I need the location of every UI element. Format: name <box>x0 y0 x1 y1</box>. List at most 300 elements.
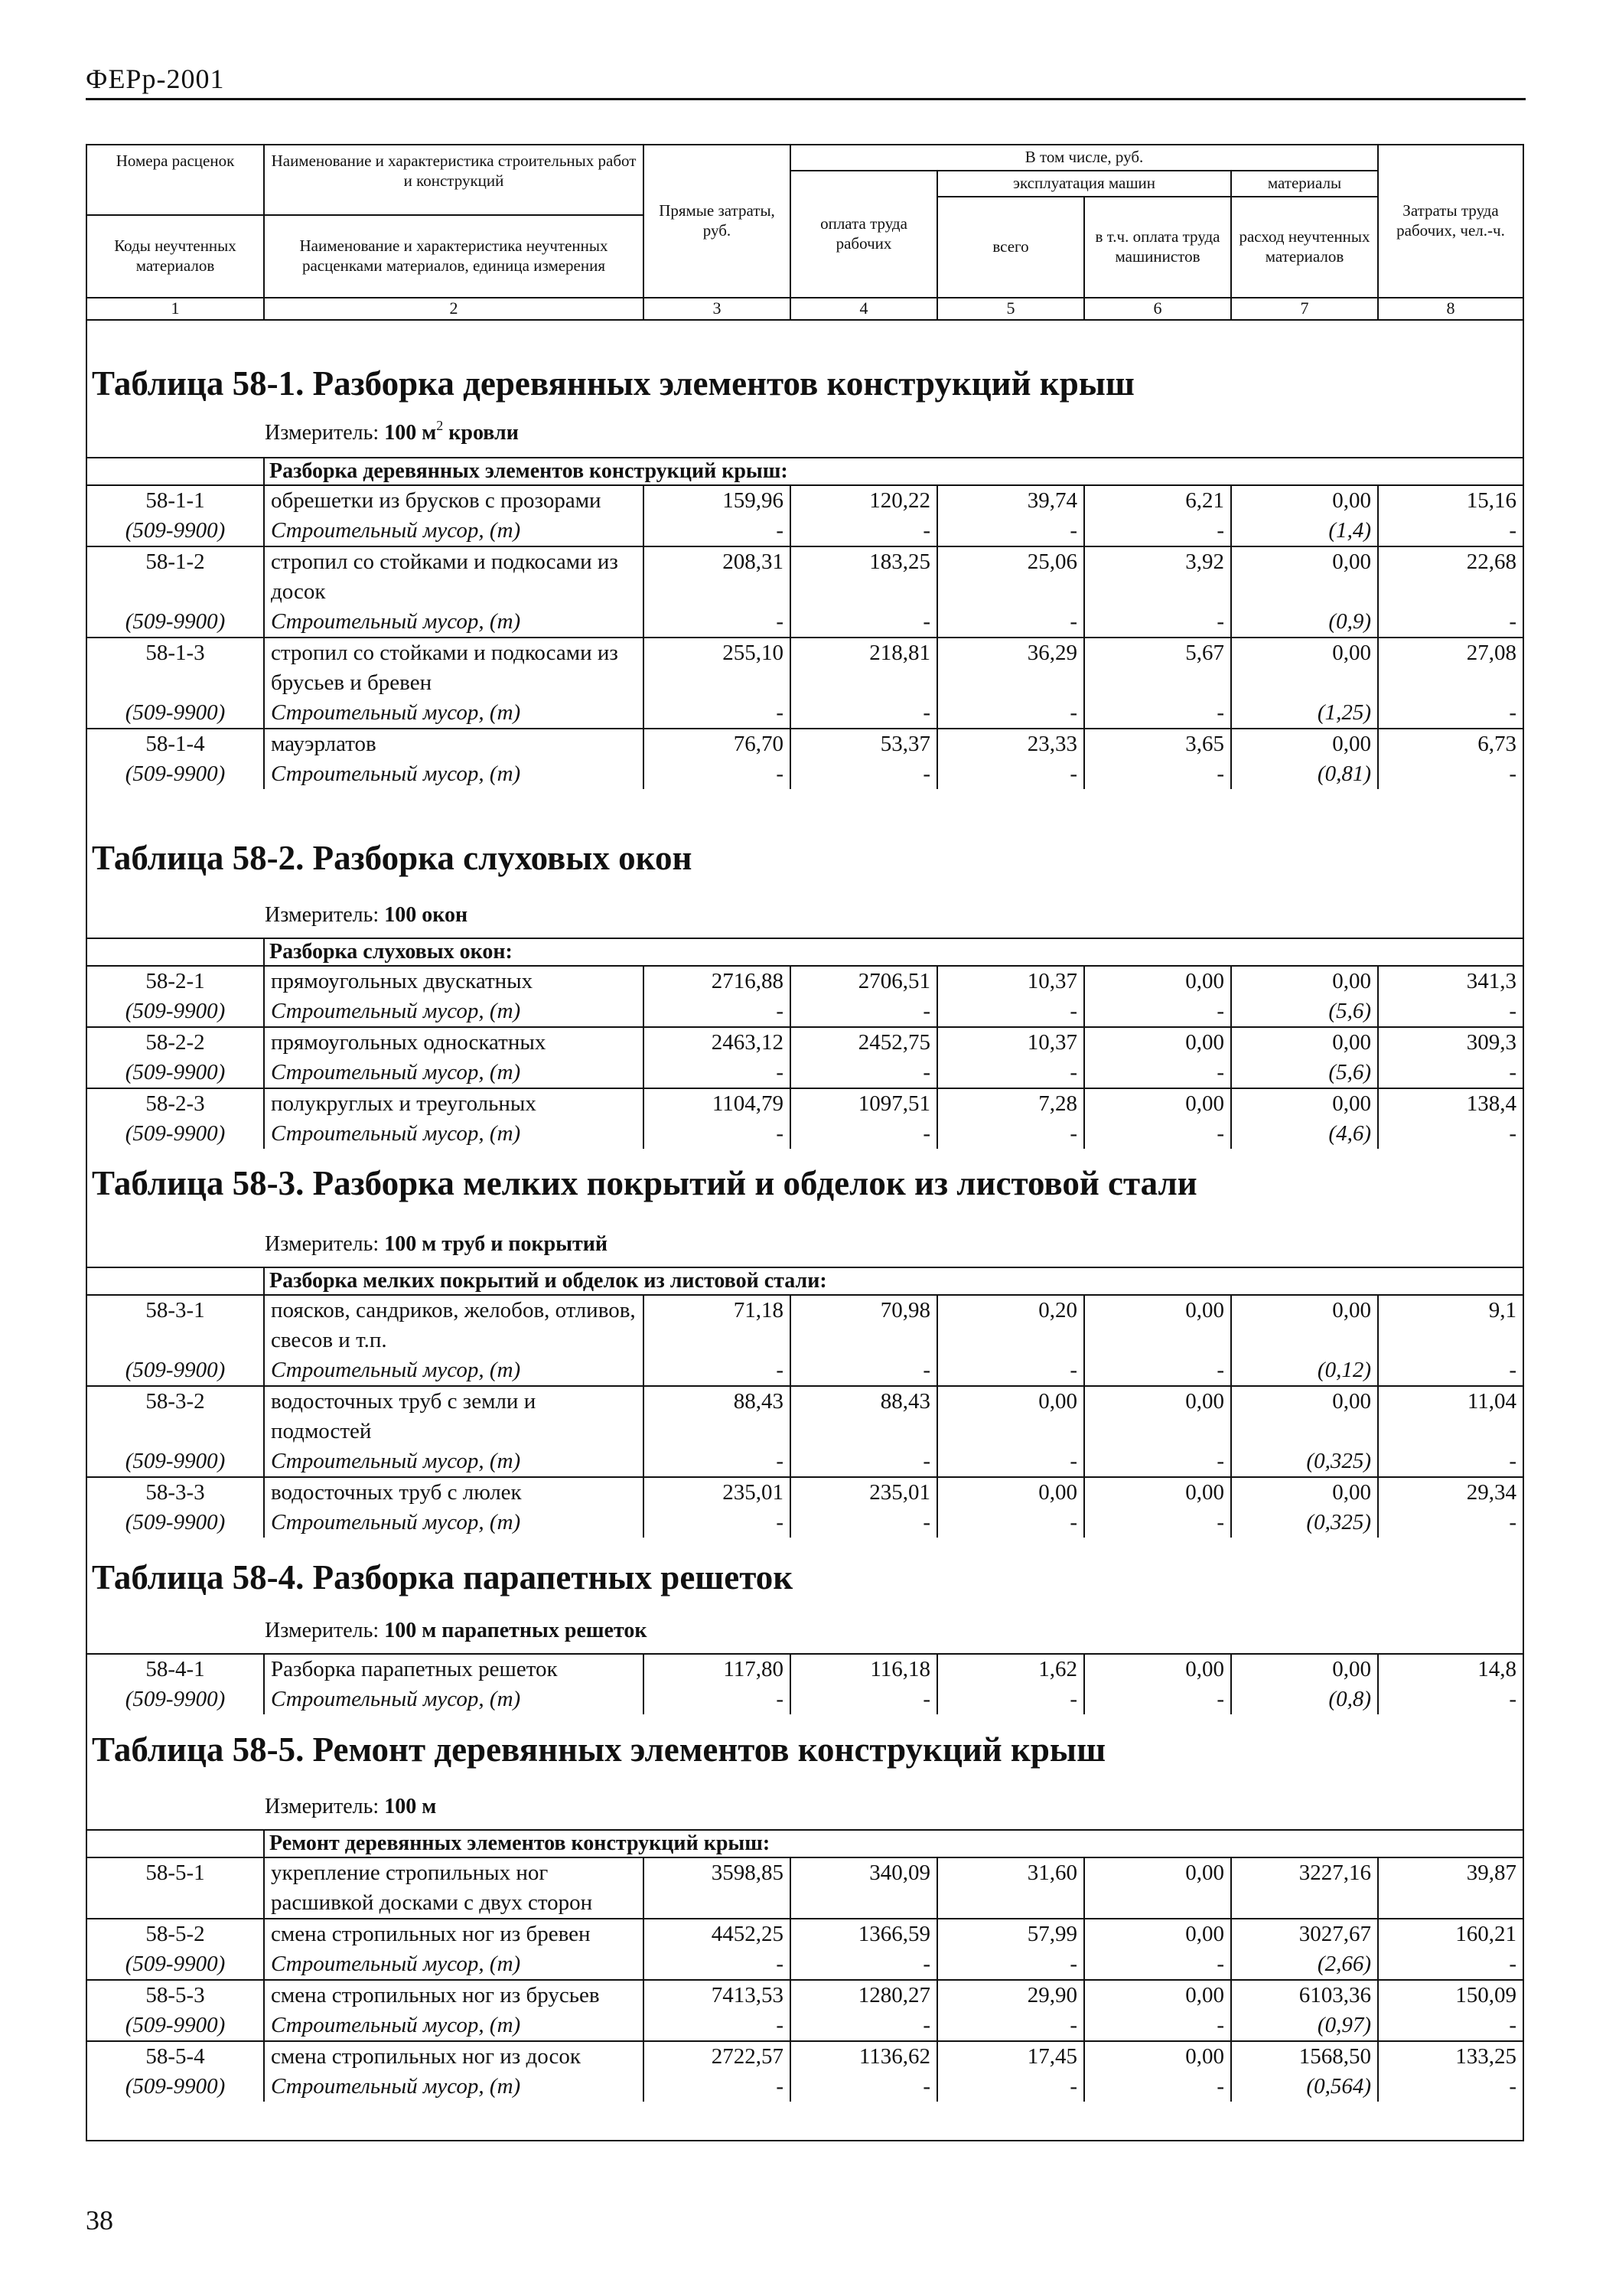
material-value: - <box>937 1119 1084 1149</box>
rate-value: 6103,36 <box>1231 1980 1378 2011</box>
material-value: - <box>643 607 790 638</box>
header-rule <box>86 98 1526 100</box>
material-value: (1,4) <box>1231 516 1378 546</box>
rate-value: 341,3 <box>1378 966 1523 996</box>
table-title: Таблица 58-1. Разборка деревянных элементов конструкций крыш <box>92 364 1135 403</box>
rate-value: 2716,88 <box>643 966 790 996</box>
rate-value: 120,22 <box>790 485 937 516</box>
material-value: - <box>790 2072 937 2102</box>
material-value: - <box>643 2011 790 2041</box>
rate-value: 0,00 <box>937 1477 1084 1508</box>
group-header-label: Ремонт деревянных элементов конструкций крыш: <box>264 1830 1523 1857</box>
rate-value: 0,00 <box>1084 966 1231 996</box>
rate-row <box>86 1088 1523 1119</box>
material-value: - <box>937 1684 1084 1714</box>
material-value: - <box>643 759 790 789</box>
material-value: - <box>1378 698 1523 729</box>
rate-value: 235,01 <box>643 1477 790 1508</box>
rate-table <box>86 1267 1524 1538</box>
material-value: - <box>790 516 937 546</box>
rate-name: водосточных труб с земли и подмостей <box>264 1386 643 1446</box>
rate-row <box>86 638 1523 698</box>
rate-value: 71,18 <box>643 1295 790 1355</box>
meter-value: 100 м <box>384 421 437 445</box>
rate-value: 0,00 <box>1231 1295 1378 1355</box>
rate-row <box>86 485 1523 516</box>
rate-row <box>86 966 1523 996</box>
material-row <box>86 2072 1523 2102</box>
header-col2-bottom: Наименование и характеристика неучтенных расценками материалов, единица измерения <box>264 215 643 298</box>
material-code: (509-9900) <box>86 1058 264 1088</box>
rate-table <box>86 1653 1524 1714</box>
rate-value: 235,01 <box>790 1477 937 1508</box>
rate-value: 0,00 <box>1084 1980 1231 2011</box>
rate-value: 36,29 <box>937 638 1084 698</box>
material-value: - <box>937 2072 1084 2102</box>
material-value: - <box>937 1949 1084 1980</box>
material-value: - <box>1084 607 1231 638</box>
rate-value: 10,37 <box>937 966 1084 996</box>
material-value: - <box>1084 1119 1231 1149</box>
material-value: - <box>1084 2011 1231 2041</box>
material-row <box>86 516 1523 546</box>
rate-value: 1097,51 <box>790 1088 937 1119</box>
material-name: Строительный мусор, (т) <box>264 1684 643 1714</box>
meter-prefix: Измеритель: <box>265 421 385 445</box>
rate-row <box>86 1919 1523 1949</box>
material-value: (0,325) <box>1231 1508 1378 1538</box>
material-value: (2,66) <box>1231 1949 1378 1980</box>
rate-value: 0,20 <box>937 1295 1084 1355</box>
group-header-row <box>86 1830 1523 1857</box>
rate-value: 0,00 <box>1084 2041 1231 2072</box>
rate-table <box>86 457 1524 789</box>
rate-value: 76,70 <box>643 729 790 759</box>
column-header-table <box>86 144 1524 321</box>
rate-value: 208,31 <box>643 546 790 607</box>
material-value: - <box>790 1058 937 1088</box>
header-col6: в т.ч. оплата труда машинистов <box>1084 197 1231 298</box>
rate-code: 58-4-1 <box>86 1654 264 1684</box>
material-value: - <box>790 1446 937 1477</box>
material-code: (509-9900) <box>86 1508 264 1538</box>
rate-value: 10,37 <box>937 1027 1084 1058</box>
rate-row <box>86 1386 1523 1446</box>
rate-row <box>86 1295 1523 1355</box>
material-value: - <box>1084 759 1231 789</box>
meter-value: 100 м парапетных решеток <box>384 1619 647 1642</box>
material-value: - <box>790 698 937 729</box>
material-value: - <box>937 1446 1084 1477</box>
rate-code: 58-5-1 <box>86 1857 264 1919</box>
rate-value: 9,1 <box>1378 1295 1523 1355</box>
rate-value: 22,68 <box>1378 546 1523 607</box>
material-name: Строительный мусор, (т) <box>264 996 643 1027</box>
material-row <box>86 2011 1523 2041</box>
material-value: - <box>937 1355 1084 1386</box>
material-row <box>86 1508 1523 1538</box>
material-value: - <box>1084 1446 1231 1477</box>
material-code: (509-9900) <box>86 2072 264 2102</box>
rate-value: 11,04 <box>1378 1386 1523 1446</box>
header-col7: расход неучтенных материалов <box>1231 197 1378 298</box>
material-value: - <box>937 516 1084 546</box>
material-value: - <box>790 2011 937 2041</box>
rate-value: 0,00 <box>1231 546 1378 607</box>
material-value: - <box>1084 1355 1231 1386</box>
rate-value: 218,81 <box>790 638 937 698</box>
material-name: Строительный мусор, (т) <box>264 2072 643 2102</box>
material-value: - <box>643 516 790 546</box>
material-code: (509-9900) <box>86 1446 264 1477</box>
rate-name: смена стропильных ног из бревен <box>264 1919 643 1949</box>
rate-value: 3,92 <box>1084 546 1231 607</box>
material-value: - <box>937 698 1084 729</box>
document-code: ФЕРр-2001 <box>86 64 225 94</box>
rate-value: 1104,79 <box>643 1088 790 1119</box>
group-header-label: Разборка слуховых окон: <box>264 938 1523 966</box>
rate-code: 58-1-3 <box>86 638 264 698</box>
rate-value: 3027,67 <box>1231 1919 1378 1949</box>
material-value: - <box>643 1355 790 1386</box>
material-code: (509-9900) <box>86 698 264 729</box>
rate-code: 58-3-1 <box>86 1295 264 1355</box>
rate-name: поясков, сандриков, желобов, отливов, свесов и т.п. <box>264 1295 643 1355</box>
material-name: Строительный мусор, (т) <box>264 1119 643 1149</box>
meter-value: 100 окон <box>384 903 468 927</box>
header-in-total: В том числе, руб. <box>790 145 1378 171</box>
meter-prefix: Измеритель: <box>265 1795 385 1818</box>
rate-value: 0,00 <box>1084 1295 1231 1355</box>
rate-code: 58-5-3 <box>86 1980 264 2011</box>
material-name: Строительный мусор, (т) <box>264 698 643 729</box>
material-code: (509-9900) <box>86 996 264 1027</box>
rate-value: 1366,59 <box>790 1919 937 1949</box>
material-code: (509-9900) <box>86 1119 264 1149</box>
rate-value: 23,33 <box>937 729 1084 759</box>
material-value: - <box>790 1508 937 1538</box>
material-value: - <box>1378 1508 1523 1538</box>
material-name: Строительный мусор, (т) <box>264 1508 643 1538</box>
material-value: - <box>790 996 937 1027</box>
group-header-label: Разборка деревянных элементов конструкций крыш: <box>264 458 1523 485</box>
header-num: 5 <box>937 298 1084 320</box>
material-name: Строительный мусор, (т) <box>264 1949 643 1980</box>
rate-value: 255,10 <box>643 638 790 698</box>
rate-value: 0,00 <box>1231 1088 1378 1119</box>
material-value: - <box>643 698 790 729</box>
rate-value: 150,09 <box>1378 1980 1523 2011</box>
table-meter <box>265 418 519 445</box>
rate-row <box>86 1477 1523 1508</box>
rate-value: 3227,16 <box>1231 1857 1378 1919</box>
header-num: 7 <box>1231 298 1378 320</box>
rate-value: 88,43 <box>790 1386 937 1446</box>
rate-code: 58-3-3 <box>86 1477 264 1508</box>
rate-value: 4452,25 <box>643 1919 790 1949</box>
material-value: - <box>1378 1446 1523 1477</box>
rate-value: 0,00 <box>1231 729 1378 759</box>
rate-value: 116,18 <box>790 1654 937 1684</box>
rate-value: 2452,75 <box>790 1027 937 1058</box>
header-materials: материалы <box>1231 171 1378 197</box>
rate-name: Разборка парапетных решеток <box>264 1654 643 1684</box>
rate-name: прямоугольных односкатных <box>264 1027 643 1058</box>
rate-value: 2706,51 <box>790 966 937 996</box>
material-name: Строительный мусор, (т) <box>264 759 643 789</box>
meter-prefix: Измеритель: <box>265 903 385 927</box>
material-row <box>86 1058 1523 1088</box>
material-value: - <box>1378 2072 1523 2102</box>
rate-value: 57,99 <box>937 1919 1084 1949</box>
rate-value: 1,62 <box>937 1654 1084 1684</box>
rate-value: 25,06 <box>937 546 1084 607</box>
rate-code: 58-1-1 <box>86 485 264 516</box>
rate-name: стропил со стойками и подкосами из брусьев и бревен <box>264 638 643 698</box>
material-value: - <box>1084 516 1231 546</box>
rate-value: 0,00 <box>1084 1857 1231 1919</box>
rate-code: 58-5-4 <box>86 2041 264 2072</box>
rate-value: 0,00 <box>1231 1477 1378 1508</box>
material-value: - <box>937 759 1084 789</box>
material-value: - <box>643 1949 790 1980</box>
material-row <box>86 759 1523 789</box>
meter-superscript: 2 <box>436 418 444 433</box>
rate-value: 14,8 <box>1378 1654 1523 1684</box>
header-num: 8 <box>1378 298 1523 320</box>
rate-value: 183,25 <box>790 546 937 607</box>
material-value: - <box>1084 1684 1231 1714</box>
material-value: - <box>1378 2011 1523 2041</box>
material-value: - <box>937 1508 1084 1538</box>
material-code: (509-9900) <box>86 1355 264 1386</box>
rate-value: 7,28 <box>937 1088 1084 1119</box>
material-value: - <box>1378 516 1523 546</box>
rate-value: 0,00 <box>1084 1027 1231 1058</box>
header-num: 4 <box>790 298 937 320</box>
rate-code: 58-5-2 <box>86 1919 264 1949</box>
header-num: 6 <box>1084 298 1231 320</box>
rate-value: 2463,12 <box>643 1027 790 1058</box>
meter-value: 100 м труб и покрытий <box>384 1232 608 1256</box>
material-value: - <box>937 1058 1084 1088</box>
rate-row <box>86 1980 1523 2011</box>
material-value: - <box>790 1949 937 1980</box>
material-value: - <box>643 1058 790 1088</box>
rate-table <box>86 1829 1524 2102</box>
material-value: (0,12) <box>1231 1355 1378 1386</box>
material-name: Строительный мусор, (т) <box>264 1058 643 1088</box>
material-value: - <box>790 1684 937 1714</box>
rate-code: 58-1-2 <box>86 546 264 607</box>
material-value: - <box>1378 1684 1523 1714</box>
material-value: - <box>1378 1355 1523 1386</box>
material-value: - <box>1084 698 1231 729</box>
material-code: (509-9900) <box>86 516 264 546</box>
rate-name: смена стропильных ног из досок <box>264 2041 643 2072</box>
header-num: 3 <box>643 298 790 320</box>
rate-row <box>86 2041 1523 2072</box>
meter-prefix: Измеритель: <box>265 1619 385 1642</box>
rate-value: 17,45 <box>937 2041 1084 2072</box>
material-row <box>86 1119 1523 1149</box>
material-name: Строительный мусор, (т) <box>264 607 643 638</box>
rate-value: 0,00 <box>1231 966 1378 996</box>
material-value: - <box>1084 1058 1231 1088</box>
rate-value: 39,74 <box>937 485 1084 516</box>
meter-suffix: кровли <box>443 421 519 445</box>
header-col5: всего <box>937 197 1084 298</box>
material-code: (509-9900) <box>86 1949 264 1980</box>
rate-row <box>86 1027 1523 1058</box>
material-value: - <box>790 1119 937 1149</box>
rate-value: 138,4 <box>1378 1088 1523 1119</box>
rate-name: смена стропильных ног из брусьев <box>264 1980 643 2011</box>
rate-value: 0,00 <box>1231 1654 1378 1684</box>
rate-value: 53,37 <box>790 729 937 759</box>
header-num: 1 <box>86 298 264 320</box>
rate-value: 6,73 <box>1378 729 1523 759</box>
header-num: 2 <box>264 298 643 320</box>
rate-name: прямоугольных двускатных <box>264 966 643 996</box>
material-value: - <box>1084 1949 1231 1980</box>
rate-value: 2722,57 <box>643 2041 790 2072</box>
rate-value: 70,98 <box>790 1295 937 1355</box>
rate-value: 1280,27 <box>790 1980 937 2011</box>
material-value: - <box>1378 996 1523 1027</box>
material-value: (0,81) <box>1231 759 1378 789</box>
group-header-label: Разборка мелких покрытий и обделок из листовой стали: <box>264 1267 1523 1295</box>
rate-value: 340,09 <box>790 1857 937 1919</box>
material-value: - <box>1084 2072 1231 2102</box>
table-title: Таблица 58-5. Ремонт деревянных элементов конструкций крыш <box>92 1730 1106 1769</box>
table-meter <box>265 903 467 928</box>
material-name: Строительный мусор, (т) <box>264 516 643 546</box>
rate-name: обрешетки из брусков с прозорами <box>264 485 643 516</box>
table-title: Таблица 58-2. Разборка слуховых окон <box>92 839 692 877</box>
header-col1-bottom: Коды неучтенных материалов <box>86 215 264 298</box>
material-row <box>86 698 1523 729</box>
rate-value: 0,00 <box>1084 1386 1231 1446</box>
rate-value: 0,00 <box>1231 638 1378 698</box>
material-row <box>86 1684 1523 1714</box>
material-value: - <box>1378 607 1523 638</box>
material-value: - <box>1378 1119 1523 1149</box>
rate-value: 159,96 <box>643 485 790 516</box>
material-row <box>86 1355 1523 1386</box>
rate-name: мауэрлатов <box>264 729 643 759</box>
material-value: - <box>643 1684 790 1714</box>
material-name: Строительный мусор, (т) <box>264 1355 643 1386</box>
rate-value: 0,00 <box>1084 1919 1231 1949</box>
material-value: - <box>937 996 1084 1027</box>
material-code: (509-9900) <box>86 1684 264 1714</box>
rate-name: стропил со стойками и подкосами из досок <box>264 546 643 607</box>
rate-row <box>86 1857 1523 1919</box>
rate-value: 133,25 <box>1378 2041 1523 2072</box>
rate-value: 39,87 <box>1378 1857 1523 1919</box>
rate-value: 0,00 <box>1231 1386 1378 1446</box>
header-col4: оплата труда рабочих <box>790 171 937 298</box>
material-value: - <box>643 1508 790 1538</box>
rate-row <box>86 546 1523 607</box>
rate-value: 31,60 <box>937 1857 1084 1919</box>
meter-value: 100 м <box>384 1795 437 1818</box>
table-meter <box>265 1232 608 1257</box>
group-header-blank <box>86 1267 264 1295</box>
rate-code: 58-2-3 <box>86 1088 264 1119</box>
rate-value: 0,00 <box>1084 1088 1231 1119</box>
material-value: - <box>1378 1949 1523 1980</box>
material-row <box>86 1949 1523 1980</box>
rate-value: 3598,85 <box>643 1857 790 1919</box>
group-header-row <box>86 938 1523 966</box>
rate-value: 0,00 <box>1231 1027 1378 1058</box>
rate-value: 5,67 <box>1084 638 1231 698</box>
material-code: (509-9900) <box>86 607 264 638</box>
table-title: Таблица 58-3. Разборка мелких покрытий и обделок из листовой стали <box>92 1164 1197 1202</box>
material-row <box>86 1446 1523 1477</box>
material-value: (0,325) <box>1231 1446 1378 1477</box>
table-meter <box>265 1795 436 1819</box>
rate-value: 27,08 <box>1378 638 1523 698</box>
group-header-blank <box>86 458 264 485</box>
rate-name: водосточных труб с люлек <box>264 1477 643 1508</box>
rate-value: 309,3 <box>1378 1027 1523 1058</box>
rate-value: 6,21 <box>1084 485 1231 516</box>
header-col8: Затраты труда рабочих, чел.-ч. <box>1378 145 1523 298</box>
material-value: (0,9) <box>1231 607 1378 638</box>
rate-code: 58-1-4 <box>86 729 264 759</box>
rate-name: полукруглых и треугольных <box>264 1088 643 1119</box>
rate-value: 88,43 <box>643 1386 790 1446</box>
rate-value: 0,00 <box>937 1386 1084 1446</box>
group-header-blank <box>86 938 264 966</box>
material-value: - <box>643 996 790 1027</box>
rate-code: 58-2-2 <box>86 1027 264 1058</box>
rate-value: 7413,53 <box>643 1980 790 2011</box>
material-value: - <box>1084 996 1231 1027</box>
rate-value: 117,80 <box>643 1654 790 1684</box>
meter-prefix: Измеритель: <box>265 1232 385 1256</box>
material-name: Строительный мусор, (т) <box>264 1446 643 1477</box>
material-value: - <box>790 607 937 638</box>
material-row <box>86 607 1523 638</box>
material-value: (4,6) <box>1231 1119 1378 1149</box>
group-header-row <box>86 458 1523 485</box>
rate-value: 29,90 <box>937 1980 1084 2011</box>
material-code: (509-9900) <box>86 759 264 789</box>
rate-table <box>86 938 1524 1149</box>
material-value: - <box>643 1119 790 1149</box>
rate-value: 0,00 <box>1084 1654 1231 1684</box>
rate-name: укрепление стропильных ног расшивкой досками с двух сторон <box>264 1857 643 1919</box>
material-value: (0,97) <box>1231 2011 1378 2041</box>
page-number: 38 <box>86 2205 113 2236</box>
rate-value: 29,34 <box>1378 1477 1523 1508</box>
rate-value: 1136,62 <box>790 2041 937 2072</box>
rate-row <box>86 729 1523 759</box>
material-value: (0,564) <box>1231 2072 1378 2102</box>
rate-value: 15,16 <box>1378 485 1523 516</box>
rate-value: 0,00 <box>1084 1477 1231 1508</box>
header-col3: Прямые затраты, руб. <box>643 145 790 298</box>
table-title: Таблица 58-4. Разборка парапетных решеток <box>92 1558 793 1596</box>
group-header-blank <box>86 1830 264 1857</box>
material-name: Строительный мусор, (т) <box>264 2011 643 2041</box>
material-value: (0,8) <box>1231 1684 1378 1714</box>
rate-value: 160,21 <box>1378 1919 1523 1949</box>
